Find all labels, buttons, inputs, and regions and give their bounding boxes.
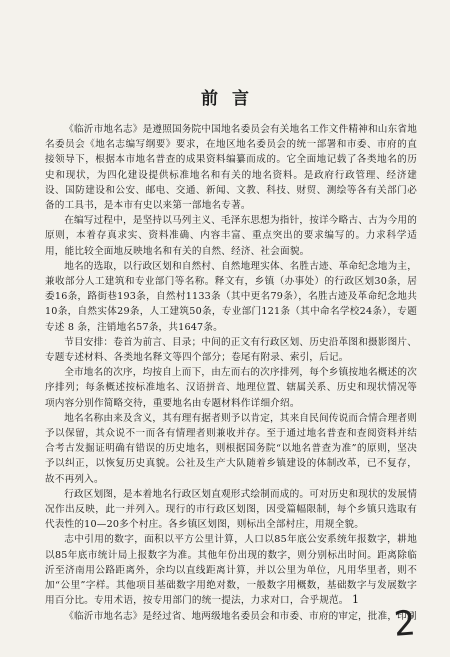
- page-number: 1: [352, 593, 359, 606]
- page-title: 前言: [201, 89, 263, 109]
- handwritten-mark: 2: [392, 603, 418, 645]
- paragraph: 地名的选取，以行政区划和自然村、自然地理实体、名胜古迹、革命纪念地为主，兼收部分人工建筑和专业部门等名称。释文有，乡镇（办事处）的行政区划30条，居委16条，路街巷193条，自然村1133条（其中更名79条），名胜古迹及革命纪念地共10条，自然实体29条，人工建筑50条，专业部门121条（其中命名学校24条），专题专述 8 条，注销地名57条，共1647条。: [45, 260, 417, 333]
- paragraph: 节目安排：卷首为前言、目录；中间的正文有行政区划、历史沿革图和摄影图片、专题专述材料、各类地名释文等四个部分；卷尾有附录、索引，后记。: [45, 336, 417, 364]
- body-text: [45, 122, 417, 624]
- paragraph: 在编写过程中，是坚持以马列主义、毛泽东思想为指针，按详今略古、古为今用的原则，本着存真求实、资料准确、内容丰富、重点突出的要求编写的。力求科学适用，能比较全面地反映地名和有关的自然、经济、社会面貌。: [45, 215, 417, 257]
- paragraph: 《临沂市地名志》是遵照国务院中国地名委员会有关地名工作文件精神和山东省地名委员会《地名志编写纲要》要求，在地区地名委员会的统一部署和市委、市府的直接领导下，根据本市地名普查的成果资料编纂而成的。它全面地记载了各类地名的历史和现状，为四化建设提供标准地名和有关的地名资料。是政府行政管理、经济建设、国防建设和公安、邮电、交通、新闻、文教、科技、财贸、测绘等各有关部门必备的工具书，是本市有史以来第一部地名专著。: [45, 124, 417, 212]
- paragraph: 志中引用的数字，面积以平方公里计算，人口以85年底公安系统年报数字，耕地以85年底市统计局上报数字为准。其他年份出现的数字，则分别标出时间。距离除临沂至济南用公路距离外，余均以直线距离计算，并以公里为单位，凡用华里者，则不加“公里”字样。其他项目基础数字用绝对数，一般数字用概数，基础数字与发展数字用百分比。专用术语，按专用部门的统一提法，力求对口，合乎规范。: [45, 534, 417, 607]
- paragraph: 地名名称由来及含义，其有理有据者则予以肯定，其来自民间传说而合情合理者则予以保留，其众说不一而各有情理者则兼收并存。至于通过地名普查和查阅资料并结合考古发掘证明确有错误的历史地名，则根据国务院“以地名普查为准”的原则，坚决予以纠正，以恢复历史真貌。公社及生产大队随着乡镇建设的体制改革，已不复存，故不再列入。: [45, 412, 417, 485]
- paragraph: 行政区划图，是本着地名行政区划直观形式绘制而成的。可对历史和现状的发展情况作出反映，此一并列入。现行的市行政区划图，因受篇幅限制，每个乡镇只选取有代表性的10—20多个村庄。各乡镇区划图，则标出全部村庄，用规全貌。: [45, 488, 417, 531]
- paragraph: 全市地名的次序，均按自上而下，由左而右的次序排列，每个乡镇按地名概述的次序排列；每条概述按标准地名、汉语拼音、地理位置、辖属关系、历史和现状情况等项内容分别作简略交待，重要地名由专题材料作详细介绍。: [45, 367, 417, 409]
- paragraph: 《临沂市地名志》是经过省、地两级地名委员会和市委、市府的审定，批准，印刷: [64, 610, 417, 622]
